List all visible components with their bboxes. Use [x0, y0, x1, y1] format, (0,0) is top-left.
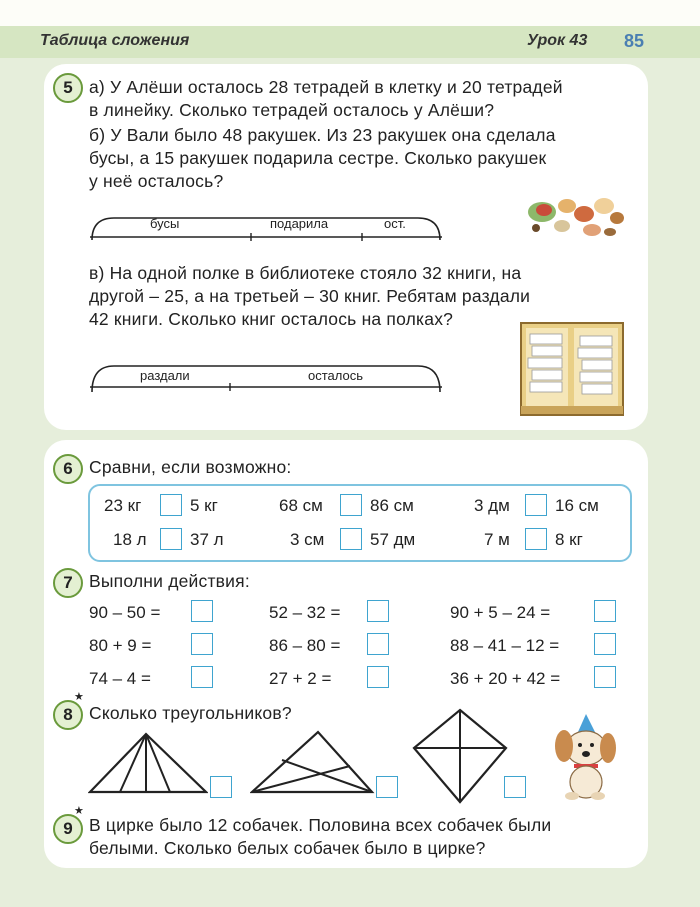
task9-number: 9: [53, 814, 83, 844]
shells-illustration: [522, 192, 628, 242]
compare-left: 68 см: [279, 496, 323, 515]
answer-box[interactable]: [210, 776, 232, 798]
expression: 80 + 9 =: [89, 636, 152, 655]
compare-right: 16 см: [555, 496, 599, 515]
triangle-figure-2: [250, 728, 376, 796]
lesson-label: Урок 43: [527, 32, 588, 49]
compare-answer-box[interactable]: [340, 494, 362, 516]
task8-number: 8: [53, 700, 83, 730]
answer-box[interactable]: [367, 666, 389, 688]
triangle-figure-1: [88, 730, 208, 796]
answer-box[interactable]: [367, 600, 389, 622]
task5-b-line1: б) У Вали было 48 ракушек. Из 23 ракушек она сделала: [89, 125, 556, 145]
expression: 90 – 50 =: [89, 603, 161, 622]
compare-left: 3 см: [290, 530, 325, 549]
expression: 36 + 20 + 42 =: [450, 669, 561, 688]
task5-number: 5: [53, 73, 83, 103]
task9-line2: белыми. Сколько белых собачек было в цирке?: [89, 838, 486, 858]
dog-illustration: [538, 712, 618, 802]
answer-box[interactable]: [594, 600, 616, 622]
compare-right: 57 дм: [370, 530, 416, 549]
task5-b-line2: бусы, а 15 ракушек подарила сестре. Сколько ракушек: [89, 148, 547, 168]
page-number: 85: [624, 31, 645, 51]
section-title: Таблица сложения: [40, 32, 190, 49]
task5-c-line1: в) На одной полке в библиотеке стояло 32 книги, на: [89, 263, 522, 283]
task6-number: 6: [53, 454, 83, 484]
task7-number: 7: [53, 568, 83, 598]
compare-left: 3 дм: [474, 496, 510, 515]
diagram2-label-given: раздали: [140, 368, 190, 383]
compare-left: 18 л: [113, 530, 147, 549]
answer-box[interactable]: [594, 666, 616, 688]
compare-right: 8 кг: [555, 530, 583, 549]
compare-answer-box[interactable]: [340, 528, 362, 550]
task8-title: Сколько треугольников?: [89, 703, 292, 723]
task8-star-icon: ★: [74, 691, 84, 703]
diagram1-label-gave: подарила: [270, 216, 329, 231]
compare-right: 37 л: [190, 530, 224, 549]
task5-c-line2: другой – 25, а на третьей – 30 книг. Ребятам раздали: [89, 286, 531, 306]
task5-a-line2: в линейку. Сколько тетрадей осталось у Алёши?: [89, 100, 495, 120]
expression: 90 + 5 – 24 =: [450, 603, 551, 622]
task9-star-icon: ★: [74, 805, 84, 817]
compare-answer-box[interactable]: [160, 528, 182, 550]
compare-answer-box[interactable]: [525, 494, 547, 516]
task5-c-line3: 42 книги. Сколько книг осталось на полках?: [89, 309, 454, 329]
expression: 86 – 80 =: [269, 636, 341, 655]
expression: 27 + 2 =: [269, 669, 332, 688]
expression: 52 – 32 =: [269, 603, 341, 622]
diagram1-label-rest: ост.: [384, 216, 406, 231]
diagram2-label-remaining: осталось: [308, 368, 364, 383]
answer-box[interactable]: [504, 776, 526, 798]
compare-right: 86 см: [370, 496, 414, 515]
answer-box[interactable]: [191, 666, 213, 688]
answer-box[interactable]: [376, 776, 398, 798]
compare-left: 23 кг: [104, 496, 142, 515]
task5-b-line3: у неё осталось?: [89, 171, 224, 191]
answer-box[interactable]: [191, 633, 213, 655]
diagram1-label-beads: бусы: [150, 216, 180, 231]
answer-box[interactable]: [367, 633, 389, 655]
task7-title: Выполни действия:: [89, 571, 250, 591]
bookshelf-illustration: [520, 322, 624, 416]
task6-title: Сравни, если возможно:: [89, 457, 292, 477]
answer-box[interactable]: [191, 600, 213, 622]
compare-answer-box[interactable]: [525, 528, 547, 550]
expression: 74 – 4 =: [89, 669, 151, 688]
compare-answer-box[interactable]: [160, 494, 182, 516]
expression: 88 – 41 – 12 =: [450, 636, 560, 655]
rhombus-figure: [412, 708, 508, 804]
compare-left: 7 м: [484, 530, 510, 549]
compare-right: 5 кг: [190, 496, 218, 515]
answer-box[interactable]: [594, 633, 616, 655]
task9-line1: В цирке было 12 собачек. Половина всех собачек были: [89, 815, 552, 835]
task5-a-line1: а) У Алёши осталось 28 тетрадей в клетку и 20 тетрадей: [89, 77, 563, 97]
